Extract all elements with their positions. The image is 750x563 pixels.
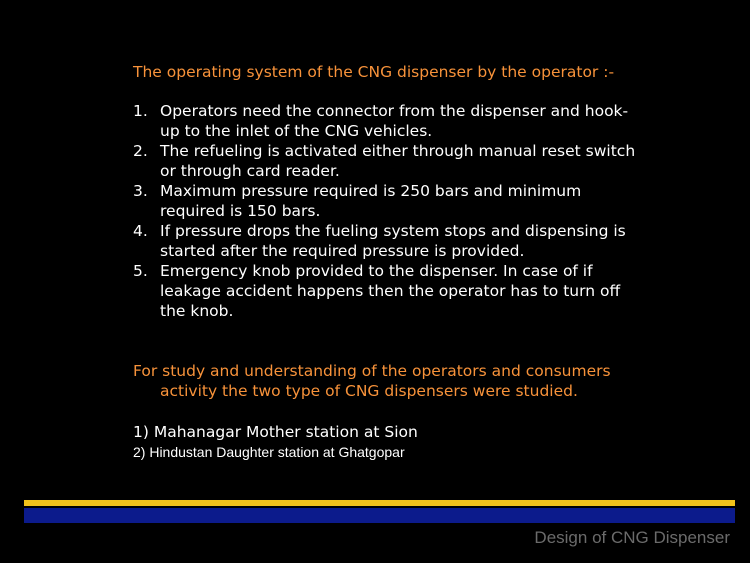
operating-steps-list [133,101,693,321]
list-item [133,101,693,141]
step-text-line: Emergency knob provided to the dispenser. In case of if [160,262,593,280]
step-text-line: required is 150 bars. [160,202,321,220]
study-text-line: activity the two type of CNG dispensers were studied. [160,382,578,400]
station-item-ghatgopar: 2) Hindustan Daughter station at Ghatgopar [133,444,405,460]
step-text-line: Operators need the connector from the dispenser and hook- [160,102,629,120]
step-number: 4. [133,222,148,240]
list-item [133,261,693,321]
step-text-line: the knob. [160,302,234,320]
step-number: 1. [133,102,148,120]
step-text-line: or through card reader. [160,162,340,180]
footer-title: Design of CNG Dispenser [534,528,730,547]
list-item [133,221,693,261]
study-paragraph [133,361,673,401]
step-text-line: If pressure drops the fueling system stops and dispensing is [160,222,626,240]
list-item [133,181,693,221]
step-text-line: started after the required pressure is provided. [160,242,525,260]
footer-stripe-yellow [24,500,735,506]
list-item [133,141,693,181]
study-text-line: For study and understanding of the operators and consumers [133,362,611,380]
step-number: 5. [133,262,148,280]
step-number: 2. [133,142,148,160]
footer-stripe-blue [24,508,735,523]
step-text-line: Maximum pressure required is 250 bars and minimum [160,182,582,200]
step-number: 3. [133,182,148,200]
slide-heading: The operating system of the CNG dispenser by the operator :- [133,63,615,81]
station-item-sion: 1) Mahanagar Mother station at Sion [133,423,418,441]
step-text-line: leakage accident happens then the operator has to turn off [160,282,621,300]
step-text-line: The refueling is activated either through manual reset switch [160,142,636,160]
step-text-line: up to the inlet of the CNG vehicles. [160,122,433,140]
